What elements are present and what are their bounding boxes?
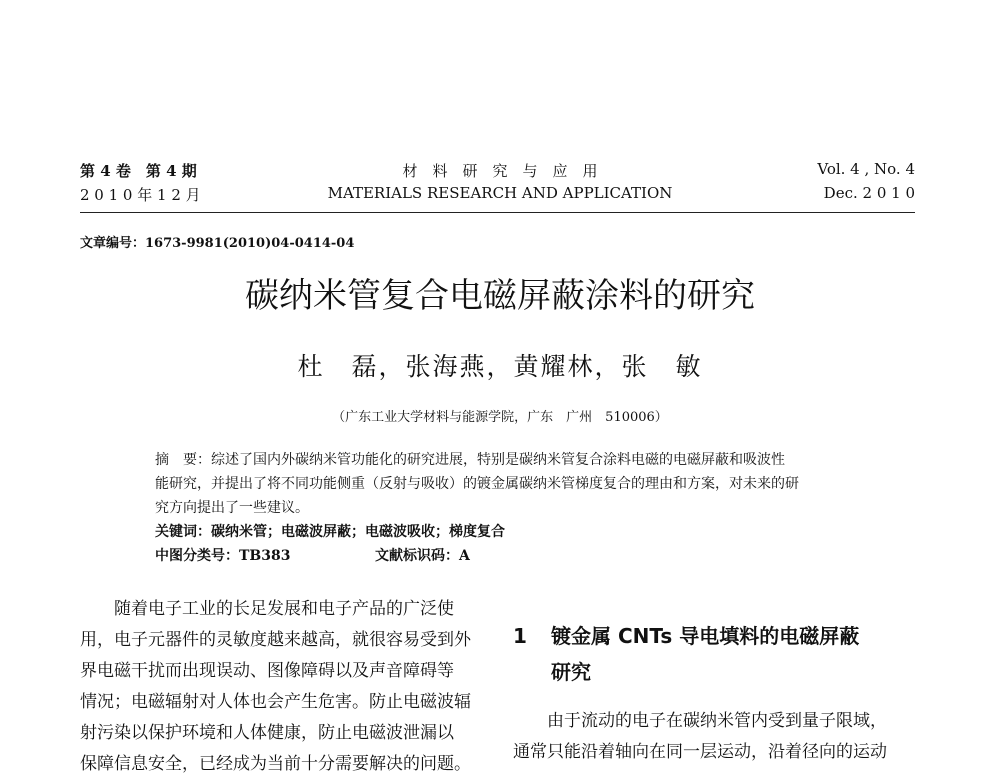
body-line: 情况；电磁辐射对人体也会产生危害。防止电磁波辐 (80, 692, 471, 712)
journal-name-en: MATERIALS RESEARCH AND APPLICATION (327, 184, 673, 202)
body-line: 由于流动的电子在碳纳米管内受到量子限域， (547, 711, 887, 731)
left-column (80, 594, 490, 780)
date-cn: 2 0 1 0 年 1 2 月 (80, 186, 201, 204)
abstract-line-3: 究方向提出了一些建议。 (155, 500, 309, 516)
journal-name-cn: 材 料 研 究 与 应 用 (402, 162, 598, 180)
body-line: 通常只能沿着轴向在同一层运动，沿着径向的运动 (513, 742, 887, 762)
abstract-line-2: 能研究，并提出了将不同功能侧重（反射与吸收）的镀金属碳纳米管梯度复合的理由和方案，对未来的研 (155, 476, 799, 492)
volume-issue-cn: 第 4 卷 第 4 期 (80, 162, 197, 180)
abstract (155, 448, 855, 568)
volume-issue-en: Vol. 4 , No. 4 (817, 160, 915, 178)
body-line: 界电磁干扰而出现误动、图像障碍以及声音障碍等 (80, 661, 454, 681)
article-id: 文章编号：1673-9981(2010)04-0414-04 (80, 236, 355, 251)
paper-title: 碳纳米管复合电磁屏蔽涂料的研究 (245, 276, 755, 316)
body-line: 用，电子元器件的灵敏度越来越高，就很容易受到外 (80, 630, 471, 650)
abstract-line-1: 摘 要：综述了国内外碳纳米管功能化的研究进展，特别是碳纳米管复合涂料电磁的电磁屏蔽和吸波性 (155, 452, 785, 468)
authors: 杜 磊，张海燕，黄耀林，张 敏 (297, 352, 703, 381)
header-rule (80, 212, 915, 213)
document-code: 文献标识码：A (375, 548, 470, 564)
body-line: 射污染以保护环境和人体健康，防止电磁波泄漏以 (80, 723, 454, 743)
section-title-line-2: 研究 (551, 660, 591, 684)
body-line: 保障信息安全，已经成为当前十分需要解决的问题。 (80, 754, 471, 774)
keywords: 关键词：碳纳米管；电磁波屏蔽；电磁波吸收；梯度复合 (155, 524, 505, 540)
affiliation: （广东工业大学材料与能源学院，广东 广州 510006） (332, 410, 668, 425)
date-en: Dec. 2 0 1 0 (823, 184, 915, 202)
body-line: 随着电子工业的长足发展和电子产品的广泛使 (114, 599, 454, 619)
clc-number: 中图分类号：TB383 (155, 548, 291, 564)
right-column (513, 706, 915, 768)
section-number: 1 (513, 624, 527, 648)
section-title-line-1: 镀金属 CNTs 导电填料的电磁屏蔽 (551, 624, 860, 648)
classification-row (155, 544, 855, 568)
